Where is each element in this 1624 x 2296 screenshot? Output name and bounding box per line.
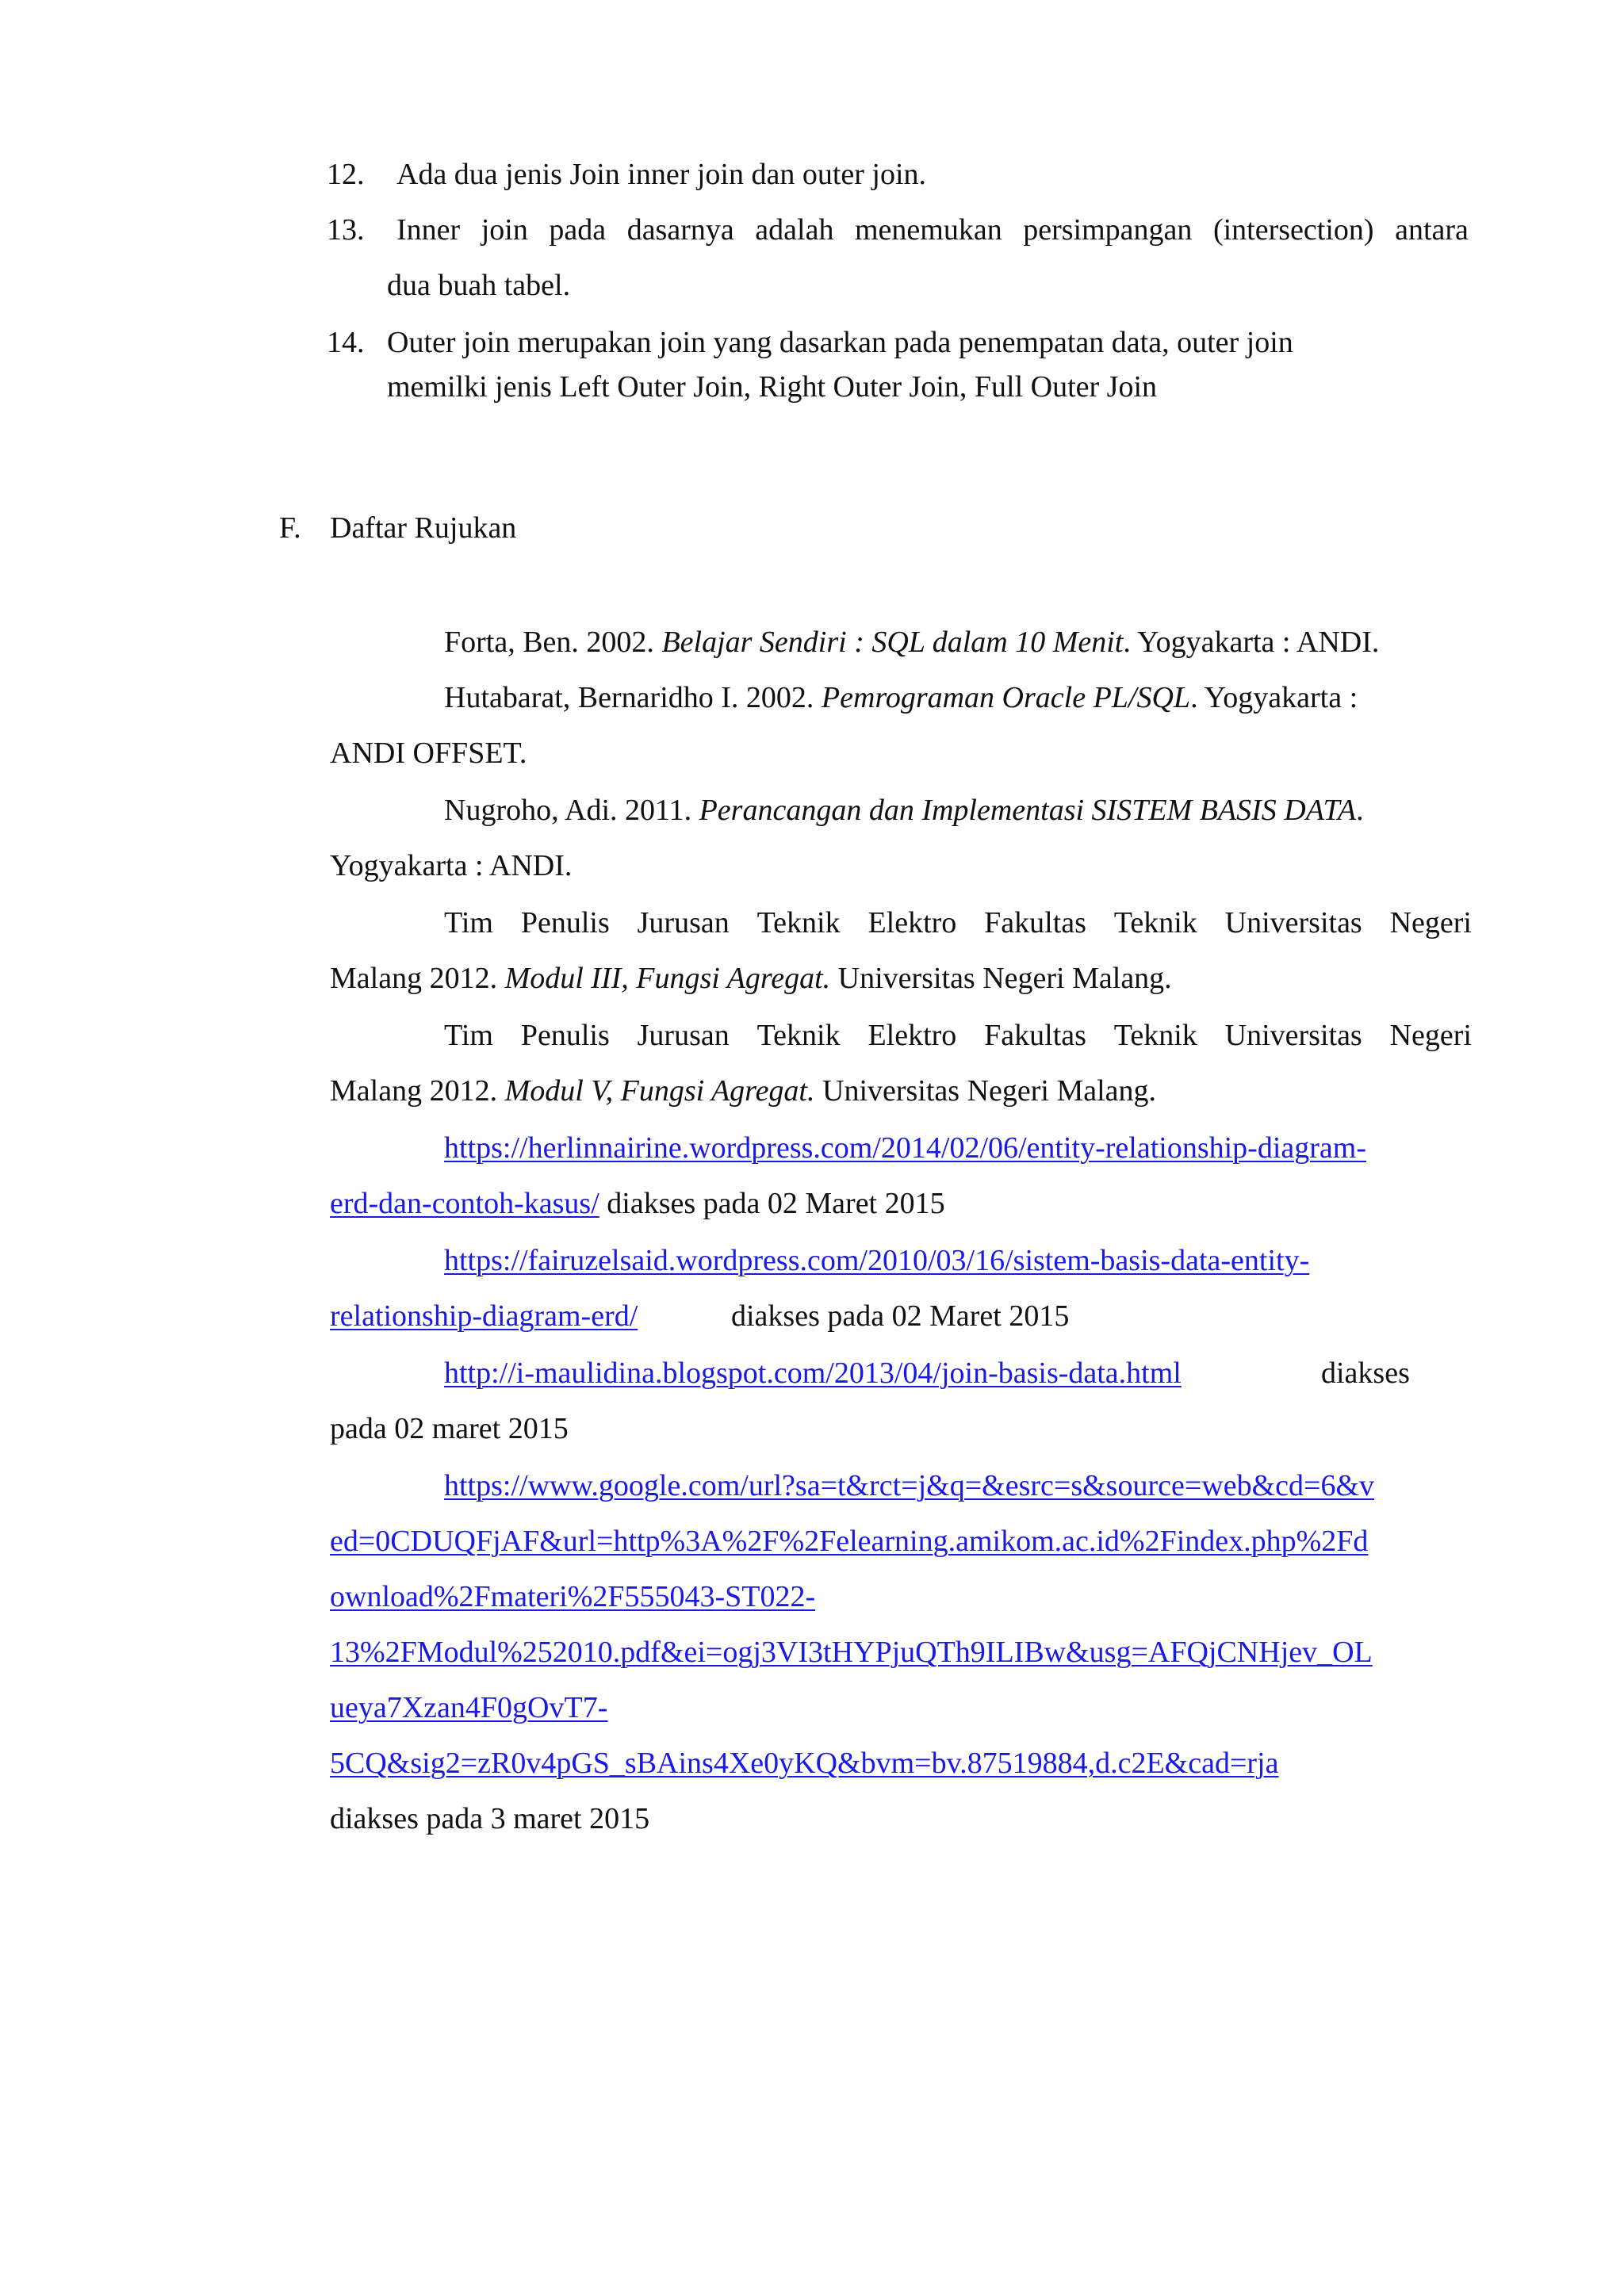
- reference-url-link[interactable]: https://herlinnairine.wordpress.com/2014/02/06/entity-relationship-diagram-: [444, 1131, 1366, 1165]
- ref-author-year: Nugroho, Adi. 2011.: [444, 794, 699, 827]
- accessed-date: pada 02 maret 2015: [330, 1412, 569, 1445]
- ref-title: Modul V, Fungsi Agregat.: [504, 1074, 815, 1108]
- ref-author-year: Malang 2012.: [330, 1074, 505, 1108]
- ref-word: Elektro: [868, 1019, 957, 1052]
- ref-author-year: Hutabarat, Bernaridho I. 2002.: [444, 681, 822, 714]
- list-text: Ada dua jenis Join inner join dan outer join.: [396, 158, 927, 191]
- section-heading: [279, 509, 516, 547]
- list-word: pada: [549, 213, 607, 247]
- reference-url-link[interactable]: erd-dan-contoh-kasus/: [330, 1187, 599, 1220]
- ref-publisher: . Yogyakarta : ANDI.: [1123, 626, 1380, 659]
- section-letter: F.: [279, 511, 301, 545]
- reference-link-4-line-5[interactable]: [330, 1689, 607, 1727]
- reference-url-link[interactable]: ownload%2Fmateri%2F555043-ST022-: [330, 1580, 816, 1613]
- reference-tim-2: [444, 1016, 1472, 1054]
- list-word: dasarnya: [626, 213, 734, 247]
- list-item-12: [327, 155, 926, 193]
- reference-url-link[interactable]: ueya7Xzan4F0gOvT7-: [330, 1691, 608, 1724]
- reference-url-link[interactable]: ed=0CDUQFjAF&url=http%3A%2F%2Felearning.amikom.ac.id%2Findex.php%2Fd: [330, 1525, 1369, 1558]
- ref-word: Teknik: [1113, 1019, 1197, 1052]
- reference-link-4[interactable]: [444, 1467, 1374, 1505]
- list-item-14: [327, 323, 1293, 362]
- ref-word: Fakultas: [984, 1019, 1086, 1052]
- reference-hutabarat-continuation: ANDI OFFSET.: [330, 737, 527, 770]
- reference-link-2[interactable]: [444, 1242, 1309, 1280]
- reference-url-link[interactable]: https://fairuzelsaid.wordpress.com/2010/03/16/sistem-basis-data-entity-: [444, 1244, 1310, 1277]
- ref-word: Tim: [444, 1019, 493, 1052]
- list-number: 14.: [327, 326, 365, 359]
- list-item-14-continuation: memilki jenis Left Outer Join, Right Outer Join, Full Outer Join: [387, 370, 1158, 404]
- ref-word: Universitas: [1224, 1019, 1362, 1052]
- list-word: adalah: [755, 213, 834, 247]
- reference-nugroho-continuation: Yogyakarta : ANDI.: [330, 849, 573, 882]
- reference-tim-1: [444, 904, 1472, 942]
- ref-publisher: Universitas Negeri Malang.: [814, 1074, 1157, 1108]
- reference-link-4-line-2[interactable]: [330, 1522, 1368, 1560]
- accessed-date: diakses pada 02 Maret 2015: [731, 1299, 1070, 1333]
- reference-nugroho: [444, 791, 1364, 829]
- ref-word: Fakultas: [984, 906, 1086, 939]
- ref-word: Negeri: [1389, 906, 1472, 939]
- ref-title: Pemrograman Oracle PL/SQL: [821, 681, 1191, 714]
- ref-word: Universitas: [1224, 906, 1362, 939]
- list-text: Outer join merupakan join yang dasarkan pada penempatan data, outer join: [387, 326, 1293, 359]
- ref-word: Penulis: [520, 1019, 610, 1052]
- reference-link-1-continuation: [330, 1184, 945, 1223]
- reference-forta: [444, 623, 1379, 661]
- ref-word: Elektro: [868, 906, 957, 939]
- ref-title: Belajar Sendiri : SQL dalam 10 Menit: [661, 626, 1124, 659]
- list-word: join: [481, 213, 528, 247]
- list-item-13-continuation: dua buah tabel.: [387, 269, 571, 302]
- reference-link-2-continuation: [330, 1297, 638, 1335]
- list-number: 12.: [327, 158, 365, 191]
- accessed-date: diakses pada 3 maret 2015: [330, 1802, 650, 1835]
- reference-tim-1-continuation: [330, 959, 1172, 997]
- reference-link-4-line-3[interactable]: [330, 1578, 815, 1616]
- ref-word: Penulis: [520, 906, 610, 939]
- reference-link-4-line-4[interactable]: [330, 1633, 1373, 1671]
- ref-publisher: . Yogyakarta :: [1190, 681, 1358, 714]
- reference-link-3[interactable]: [444, 1354, 1182, 1392]
- ref-word: Teknik: [756, 1019, 841, 1052]
- list-text-justified: [396, 211, 1469, 249]
- ref-punct: .: [1356, 794, 1364, 827]
- list-word: menemukan: [854, 213, 1002, 247]
- reference-link-4-line-6[interactable]: [330, 1744, 1278, 1782]
- list-item-13: [327, 211, 1469, 249]
- accessed-word: diakses: [1321, 1357, 1410, 1390]
- ref-title: Modul III, Fungsi Agregat.: [504, 962, 831, 995]
- ref-word: Negeri: [1389, 1019, 1472, 1052]
- list-number: 13.: [327, 213, 365, 247]
- reference-hutabarat: [444, 679, 1358, 717]
- reference-url-link[interactable]: 13%2FModul%252010.pdf&ei=ogj3VI3tHYPjuQTh9ILIBw&usg=AFQjCNHjev_OL: [330, 1636, 1373, 1669]
- section-title: Daftar Rujukan: [330, 511, 517, 545]
- reference-url-link[interactable]: relationship-diagram-erd/: [330, 1299, 638, 1333]
- list-word: antara: [1395, 213, 1469, 247]
- ref-author-year: Malang 2012.: [330, 962, 505, 995]
- ref-word: Jurusan: [637, 1019, 730, 1052]
- reference-url-link[interactable]: 5CQ&sig2=zR0v4pGS_sBAins4Xe0yKQ&bvm=bv.87519884,d.c2E&cad=rja: [330, 1747, 1279, 1780]
- ref-word: Tim: [444, 906, 493, 939]
- ref-publisher: Universitas Negeri Malang.: [830, 962, 1172, 995]
- ref-word: Teknik: [756, 906, 841, 939]
- ref-word: Teknik: [1113, 906, 1197, 939]
- ref-author-year: Forta, Ben. 2002.: [444, 626, 662, 659]
- reference-tim-2-continuation: [330, 1072, 1156, 1110]
- reference-url-link[interactable]: https://www.google.com/url?sa=t&rct=j&q=&esrc=s&source=web&cd=6&v: [444, 1469, 1375, 1502]
- reference-url-link[interactable]: http://i-maulidina.blogspot.com/2013/04/join-basis-data.html: [444, 1357, 1182, 1390]
- reference-link-1[interactable]: [444, 1129, 1366, 1167]
- ref-title: Perancangan dan Implementasi SISTEM BASIS DATA: [699, 794, 1357, 827]
- list-word: (intersection): [1212, 213, 1374, 247]
- list-word: Inner: [396, 213, 461, 247]
- ref-word: Jurusan: [637, 906, 730, 939]
- accessed-date: diakses pada 02 Maret 2015: [599, 1187, 945, 1220]
- list-word: persimpangan: [1023, 213, 1193, 247]
